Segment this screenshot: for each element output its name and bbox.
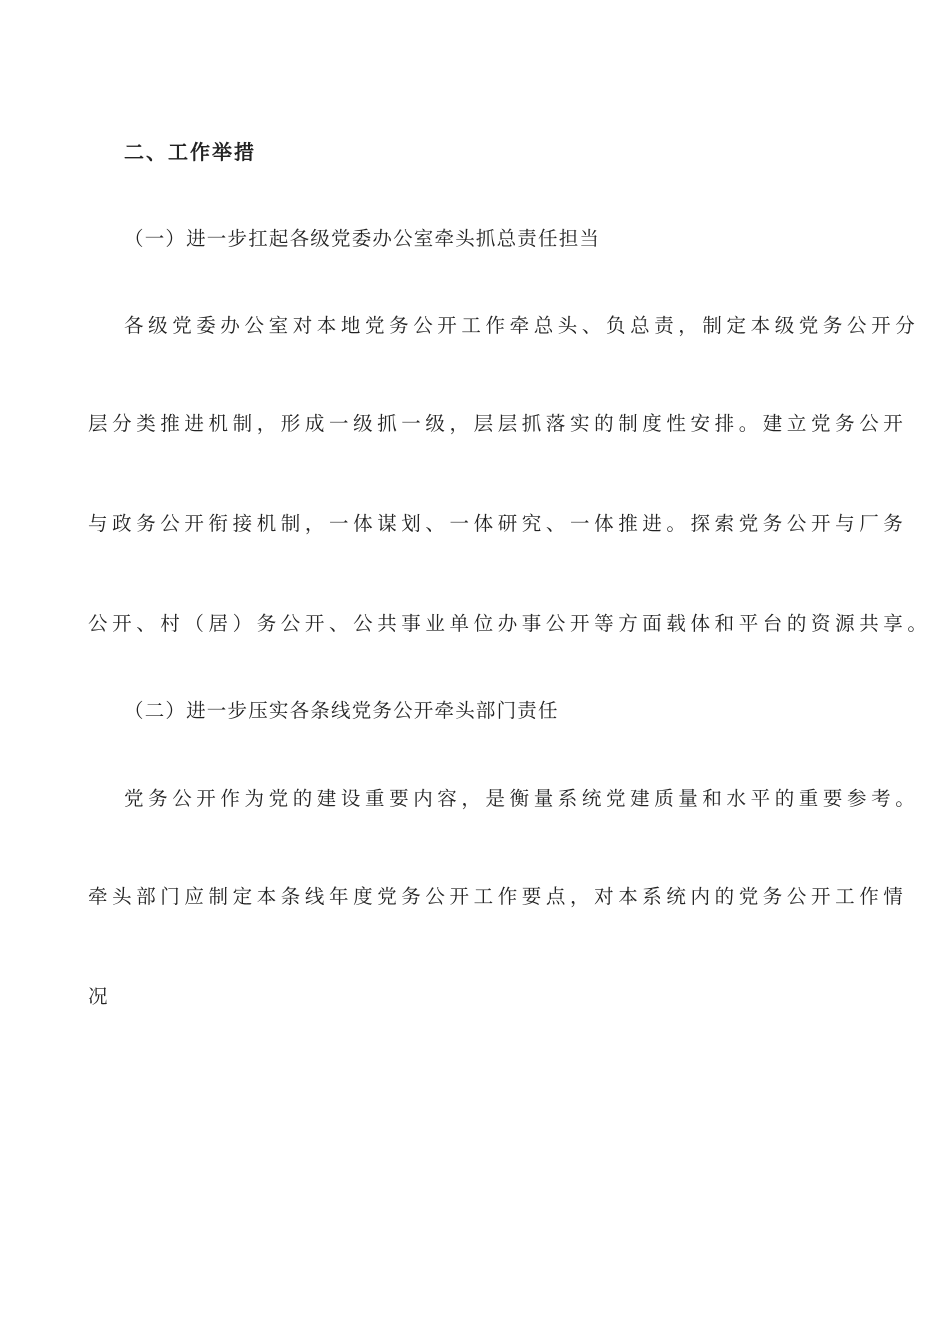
paragraph-2-line-1: 党务公开作为党的建设重要内容，是衡量系统党建质量和水平的重要参考。 xyxy=(124,787,920,810)
paragraph-1-line-3: 与政务公开衔接机制，一体谋划、一体研究、一体推进。探索党务公开与厂务 xyxy=(88,512,908,535)
subsection-heading-2: （二）进一步压实各条线党务公开牵头部门责任 xyxy=(124,699,559,722)
paragraph-1-line-4: 公开、村（居）务公开、公共事业单位办事公开等方面载体和平台的资源共享。 xyxy=(88,612,932,635)
subsection-heading-1: （一）进一步扛起各级党委办公室牵头抓总责任担当 xyxy=(124,227,601,250)
paragraph-1-line-1: 各级党委办公室对本地党务公开工作牵总头、负总责，制定本级党务公开分 xyxy=(124,314,920,337)
paragraph-2-line-2: 牵头部门应制定本条线年度党务公开工作要点，对本系统内的党务公开工作情 xyxy=(88,885,908,908)
section-heading: 二、工作举措 xyxy=(124,140,256,164)
paragraph-1-line-2: 层分类推进机制，形成一级抓一级，层层抓落实的制度性安排。建立党务公开 xyxy=(88,412,908,435)
paragraph-2-line-3: 况 xyxy=(88,985,113,1008)
